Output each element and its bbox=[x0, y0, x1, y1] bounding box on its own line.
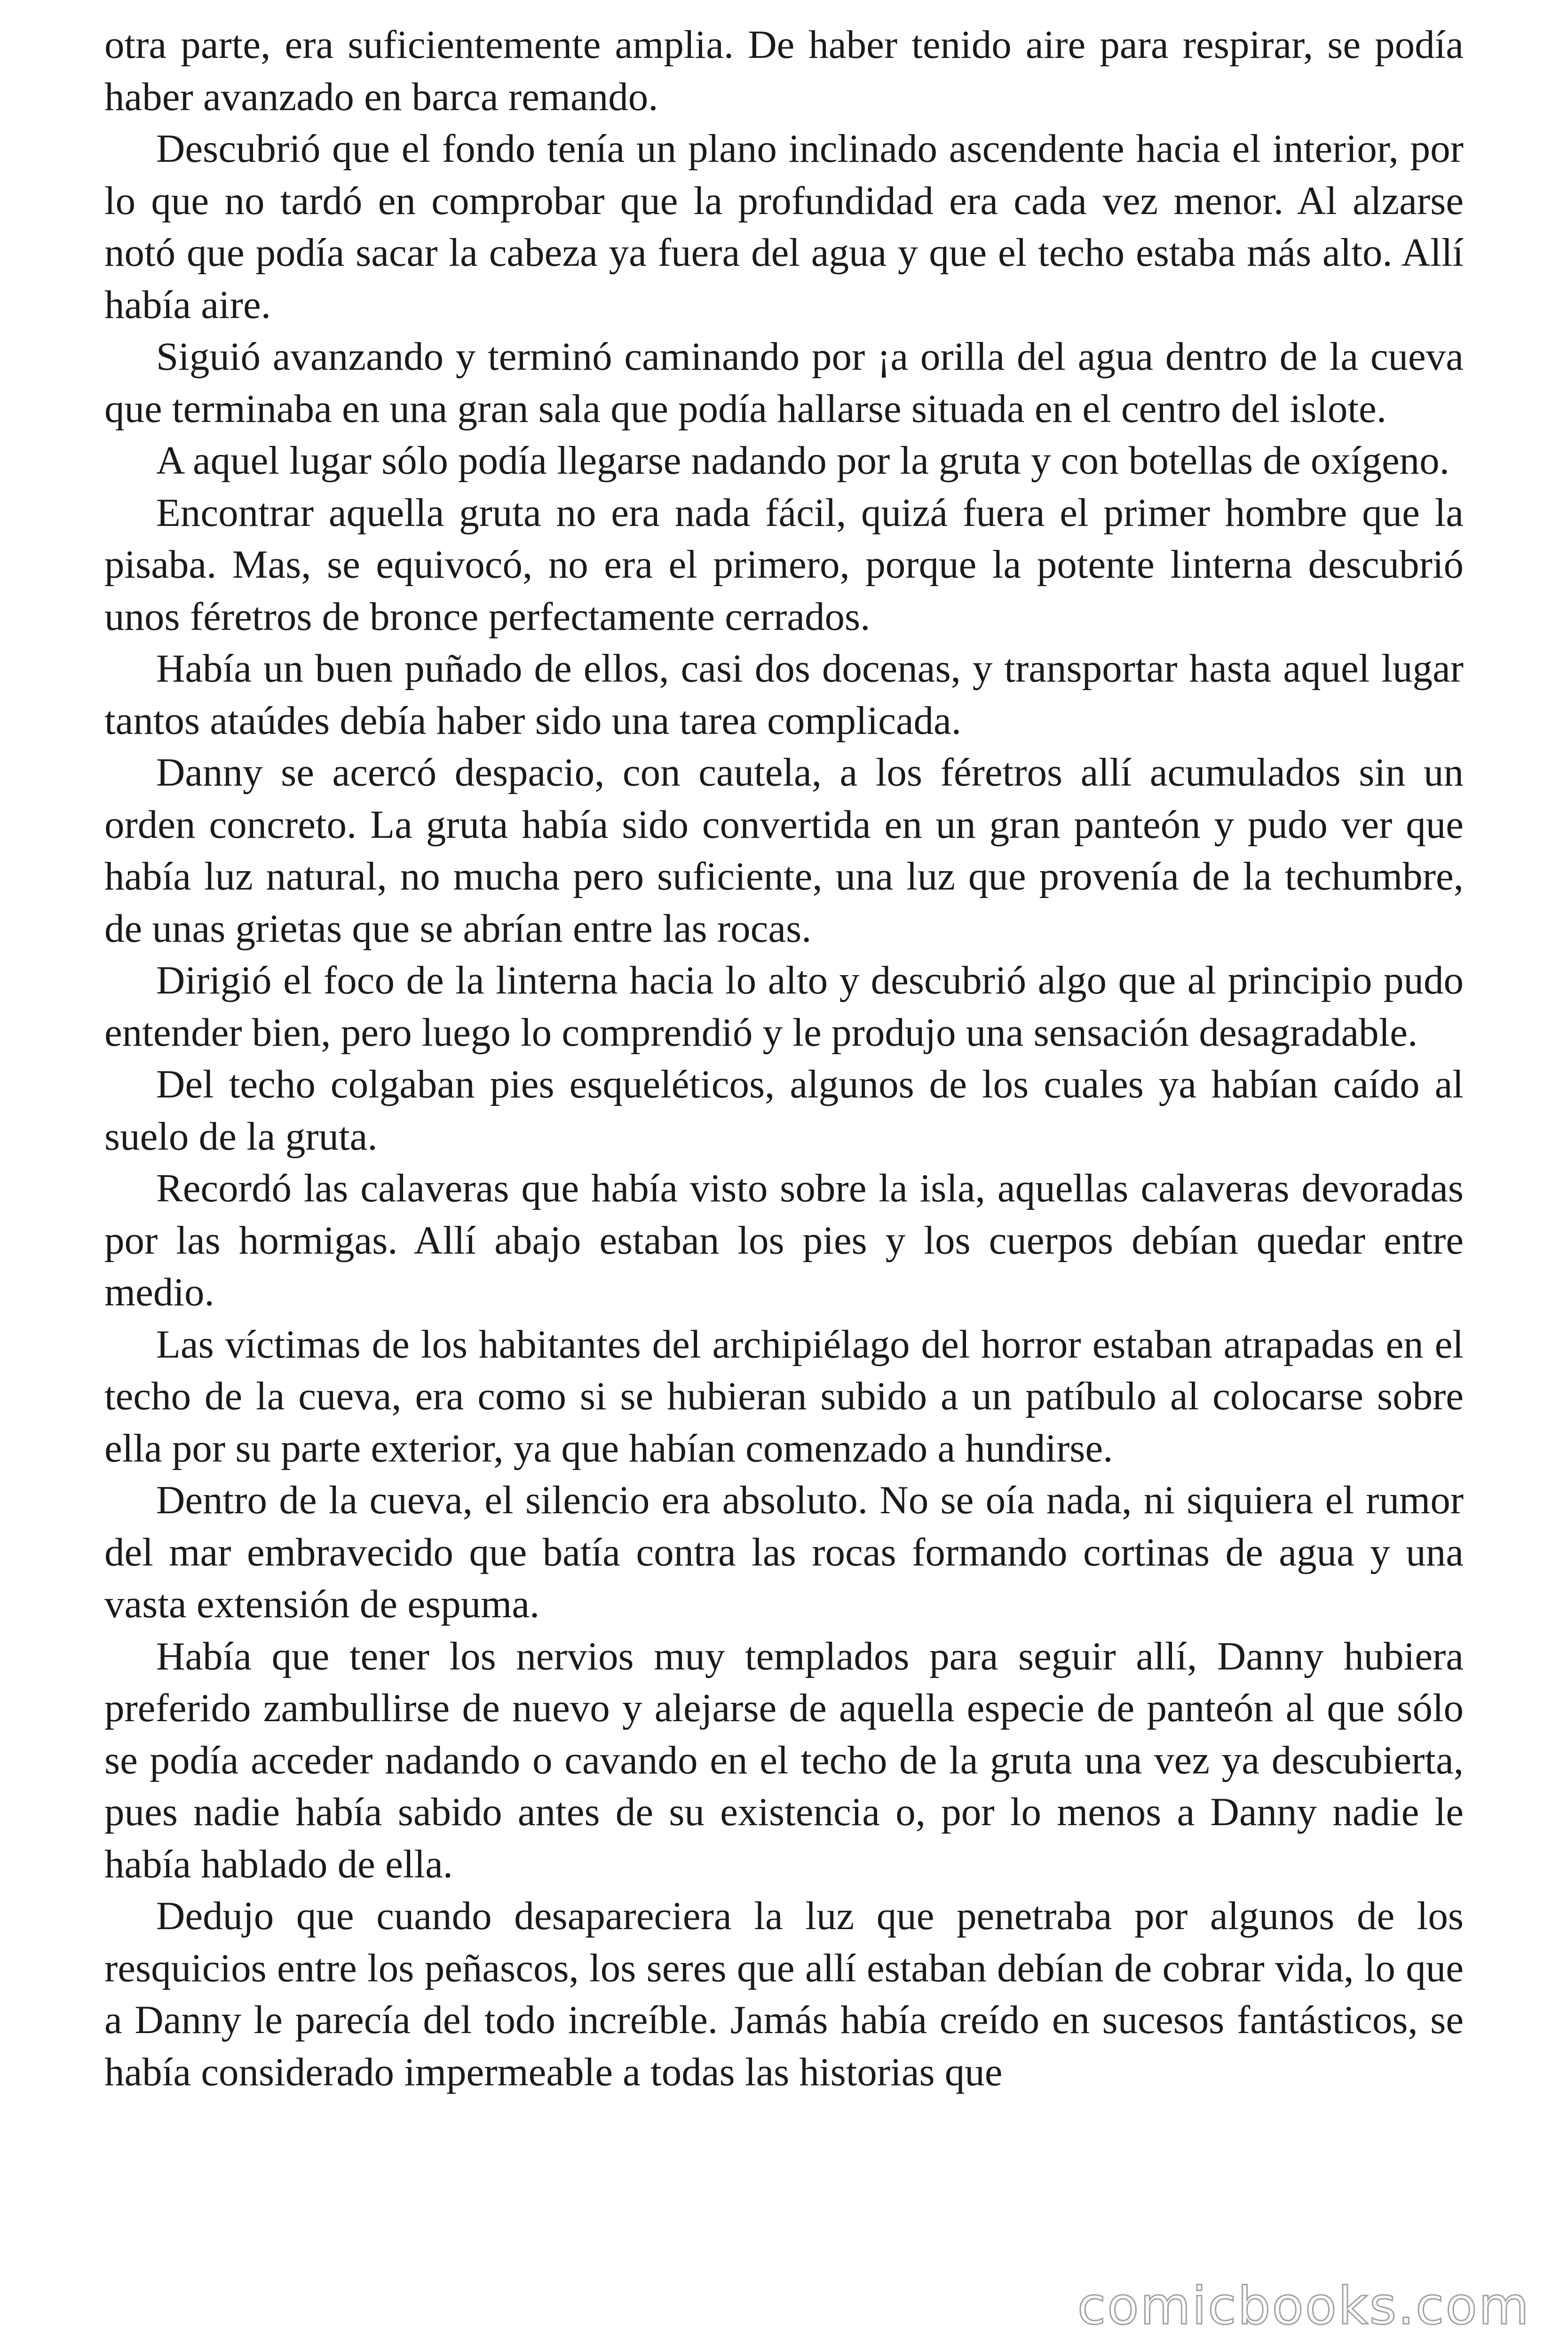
paragraph-6: Había un buen puñado de ellos, casi dos docenas, y transportar hasta aquel lugar tantos ataúdes debía haber sido una tarea complicada. bbox=[104, 646, 1464, 743]
watermark-logo: comicbooks.com bbox=[1077, 2276, 1530, 2336]
paragraph-14: Dedujo que cuando desapareciera la luz que penetraba por algunos de los resquicios entre los peñascos, los seres que allí estaban debían de cobrar vida, lo que a Danny le parecía del todo increíble. Jamás había creído en sucesos fantásticos, se había considerado impermeable a todas las historias que bbox=[104, 1894, 1464, 2094]
paragraph-9: Del techo colgaban pies esqueléticos, algunos de los cuales ya habían caído al suelo de la gruta. bbox=[104, 1062, 1464, 1159]
paragraph-10: Recordó las calaveras que había visto sobre la isla, aquellas calaveras devoradas por las hormigas. Allí abajo estaban los pies y los cuerpos debían quedar entre medio. bbox=[104, 1166, 1464, 1314]
paragraph-11: Las víctimas de los habitantes del archipiélago del horror estaban atrapadas en el techo de la cueva, era como si se hubieran subido a un patíbulo al colocarse sobre ella por su parte exterior, ya que habían comenzado a hundirse. bbox=[104, 1322, 1464, 1470]
book-page-text bbox=[104, 19, 1464, 2098]
paragraph-1: otra parte, era suficientemente amplia. De haber tenido aire para respirar, se podía haber avanzado en barca remando. bbox=[104, 23, 1464, 119]
paragraph-12: Dentro de la cueva, el silencio era absoluto. No se oía nada, ni siquiera el rumor del mar embravecido que batía contra las rocas formando cortinas de agua y una vasta extensión de espuma. bbox=[104, 1478, 1464, 1626]
paragraph-8: Dirigió el foco de la linterna hacia lo alto y descubrió algo que al principio pudo entender bien, pero luego lo comprendió y le produjo una sensación desagradable. bbox=[104, 958, 1464, 1055]
paragraph-5: Encontrar aquella gruta no era nada fácil, quizá fuera el primer hombre que la pisaba. Mas, se equivocó, no era el primero, porque la potente linterna descubrió unos féretros de bronce perfectamente cerrados. bbox=[104, 490, 1464, 639]
paragraph-2: Descubrió que el fondo tenía un plano inclinado ascendente hacia el interior, por lo que no tardó en comprobar que la profundidad era cada vez menor. Al alzarse notó que podía sacar la cabeza ya fuera del agua y que el techo estaba más alto. Allí había aire. bbox=[104, 127, 1464, 327]
paragraph-4: A aquel lugar sólo podía llegarse nadando por la gruta y con botellas de oxígeno. bbox=[156, 438, 1449, 483]
paragraph-3: Siguió avanzando y terminó caminando por ¡a orilla del agua dentro de la cueva que terminaba en una gran sala que podía hallarse situada en el centro del islote. bbox=[104, 334, 1464, 431]
paragraph-13: Había que tener los nervios muy templados para seguir allí, Danny hubiera preferido zambullirse de nuevo y alejarse de aquella especie de panteón al que sólo se podía acceder nadando o cavando en el techo de la gruta una vez ya descubierta, pues nadie había sabido antes de su existencia o, por lo menos a Danny nadie le había hablado de ella. bbox=[104, 1634, 1464, 1886]
paragraph-7: Danny se acercó despacio, con cautela, a los féretros allí acumulados sin un orden concreto. La gruta había sido convertida en un gran panteón y pudo ver que había luz natural, no mucha pero suficiente, una luz que provenía de la techumbre, de unas grietas que se abrían entre las rocas. bbox=[104, 750, 1464, 951]
